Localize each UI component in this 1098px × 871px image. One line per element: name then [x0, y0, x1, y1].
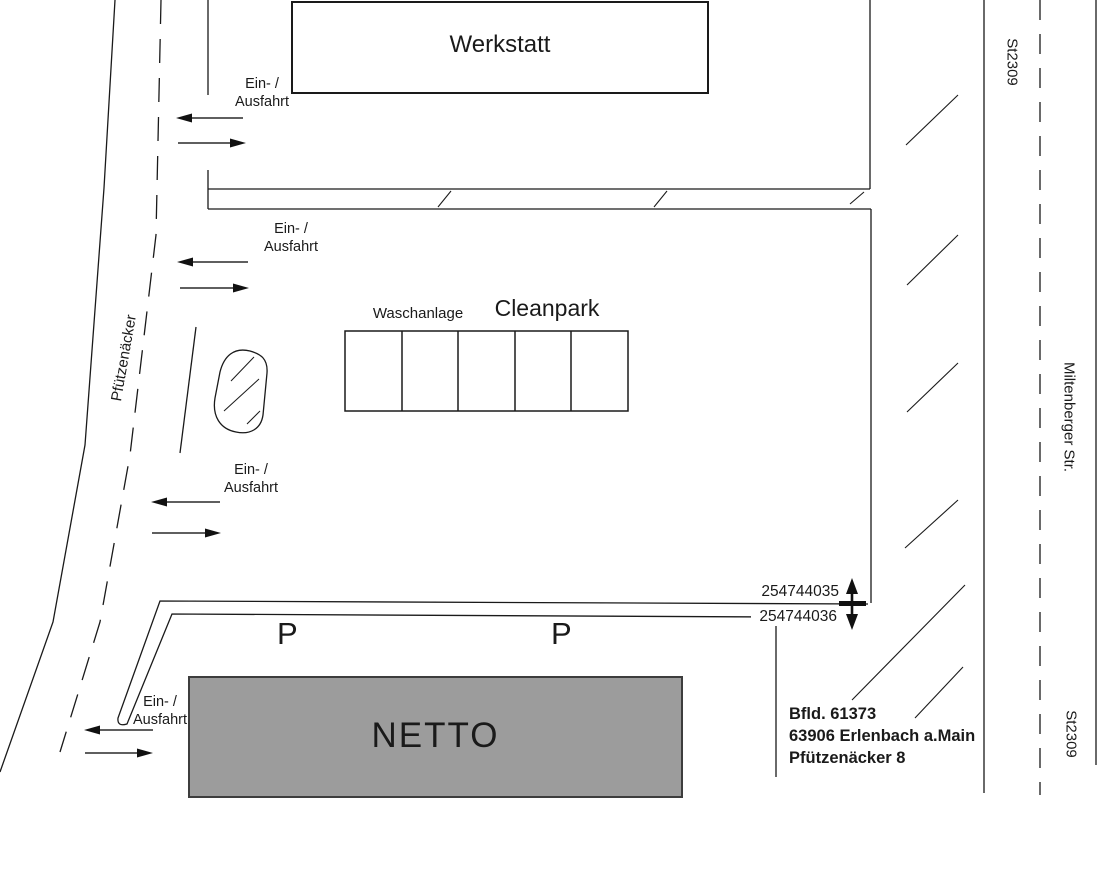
- entrance-arrows: [84, 114, 249, 758]
- entrance-label-line1: Ein- /: [245, 76, 279, 92]
- arrow-right: [180, 284, 249, 293]
- address-block: [789, 703, 975, 769]
- entrance-label: [206, 461, 296, 497]
- cleanpark-brand-label: Cleanpark: [494, 295, 600, 321]
- entrance-label-line2: Ausfahrt: [224, 480, 278, 496]
- arrow-left: [177, 258, 248, 267]
- street-label-miltenberger-str: Miltenberger Str.: [1060, 361, 1078, 473]
- address-line2: 63906 Erlenbach a.Main: [789, 727, 976, 745]
- entrance-label-line2: Ausfahrt: [133, 712, 187, 728]
- entrance-label-line1: Ein- /: [274, 221, 308, 237]
- entrance-label: [246, 220, 336, 256]
- netto-building-label: NETTO: [371, 716, 500, 755]
- parking-p-mark: P: [277, 616, 298, 651]
- werkstatt-building-label: Werkstatt: [449, 31, 551, 58]
- right-road: [852, 0, 1096, 795]
- entrance-label-line1: Ein- /: [143, 694, 177, 710]
- entrance-label-line1: Ein- /: [234, 462, 268, 478]
- island-edge-line: [180, 327, 196, 453]
- boundary-marker-symbol: [839, 578, 866, 630]
- route-label-st2309-top: St2309: [1003, 38, 1021, 86]
- parking-p-mark: P: [551, 616, 572, 651]
- waschanlage-label: Waschanlage: [372, 305, 464, 322]
- traffic-island: [180, 327, 267, 453]
- arrow-right: [85, 749, 153, 758]
- arrow-left: [176, 114, 243, 123]
- fence-tick-marks: [438, 191, 864, 207]
- route-label-st2309-bottom: St2309: [1062, 710, 1080, 758]
- entrance-label-line2: Ausfahrt: [235, 94, 289, 110]
- entrance-label-line2: Ausfahrt: [264, 239, 318, 255]
- address-line3: Pfützenäcker 8: [789, 749, 906, 767]
- parcel-number-upper: 254744035: [761, 583, 839, 600]
- entrance-label: [217, 75, 307, 111]
- left-road: [0, 0, 161, 772]
- arrow-right: [152, 529, 221, 538]
- arrow-right: [178, 139, 246, 148]
- address-line1: Bfld. 61373: [789, 705, 877, 723]
- street-label-pfuetzenaecker: Pfützenäcker: [108, 313, 140, 403]
- island-outline: [214, 350, 267, 433]
- parcel-number-lower: 254744036: [751, 608, 837, 626]
- waschanlage-building: [345, 331, 628, 411]
- island-hatch-lines: [224, 357, 260, 424]
- arrow-left: [151, 498, 220, 507]
- left-road-edge-line: [0, 0, 115, 772]
